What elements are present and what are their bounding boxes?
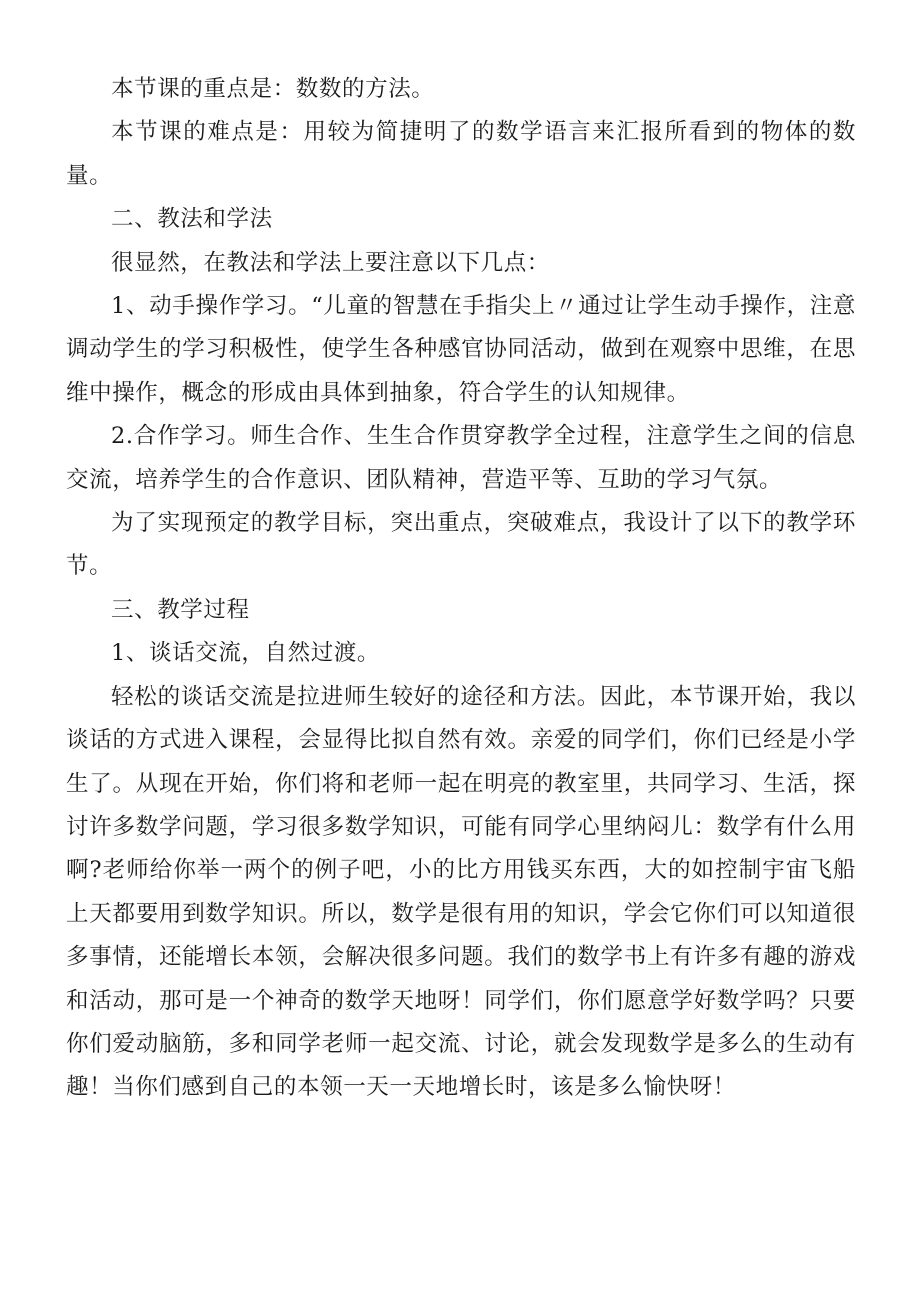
paragraph-conversation-body: 轻松的谈话交流是拉进师生较好的途径和方法。因此，本节课开始，我以谈话的方式进入课程，会显得比拟自然有效。亲爱的同学们，你们已经是小学生了。从现在开始，你们将和老师一起在明亮的教室里，共同学习、生活，探讨许多数学问题，学习很多数学知识，可能有同学心里纳闷儿：数学有什么用啊?老师给你举一两个的例子吧，小的比方用钱买东西，大的如控制宇宙飞船上天都要用到数学知识。所以，数学是很有用的知识，学会它你们可以知道很多事情，还能增长本领，会解决很多问题。我们的数学书上有许多有趣的游戏和活动，那可是一个神奇的数学天地呀！同学们，你们愿意学好数学吗？只要你们爱动脑筋，多和同学老师一起交流、讨论，就会发现数学是多么的生动有趣！当你们感到自己的本领一天一天地增长时，该是多么愉快呀！: [66, 683, 856, 1101]
paragraph-difficult-point: 本节课的难点是：用较为简捷明了的数学语言来汇报所看到的物体的数量。: [66, 119, 856, 189]
paragraph-cooperative-learning: 2.合作学习。师生合作、生生合作贯穿教学全过程，注意学生之间的信息交流，培养学生的合作意识、团队精神，营造平等、互助的学习气氛。: [66, 423, 856, 493]
section-heading-process: 三、教学过程: [111, 596, 250, 623]
paragraph-key-point: 本节课的重点是：数数的方法。: [111, 76, 435, 102]
section-heading-methods: 二、教法和学法: [111, 206, 273, 233]
subheading-conversation: 1、谈话交流，自然过渡。: [111, 640, 381, 667]
paragraph-methods-intro: 很显然，在教法和学法上要注意以下几点：: [111, 249, 550, 276]
document-page: [66, 68, 856, 1110]
paragraph-hands-on-learning: 1、动手操作学习。“儿童的智慧在手指尖上〃通过让学生动手操作，注意调动学生的学习积极性，使学生各种感官协同活动，做到在观察中思维，在思维中操作，概念的形成由具体到抽象，符合学生的认知规律。: [66, 293, 856, 406]
paragraph-design-intro: 为了实现预定的教学目标，突出重点，突破难点，我设计了以下的教学环节。: [66, 510, 856, 580]
